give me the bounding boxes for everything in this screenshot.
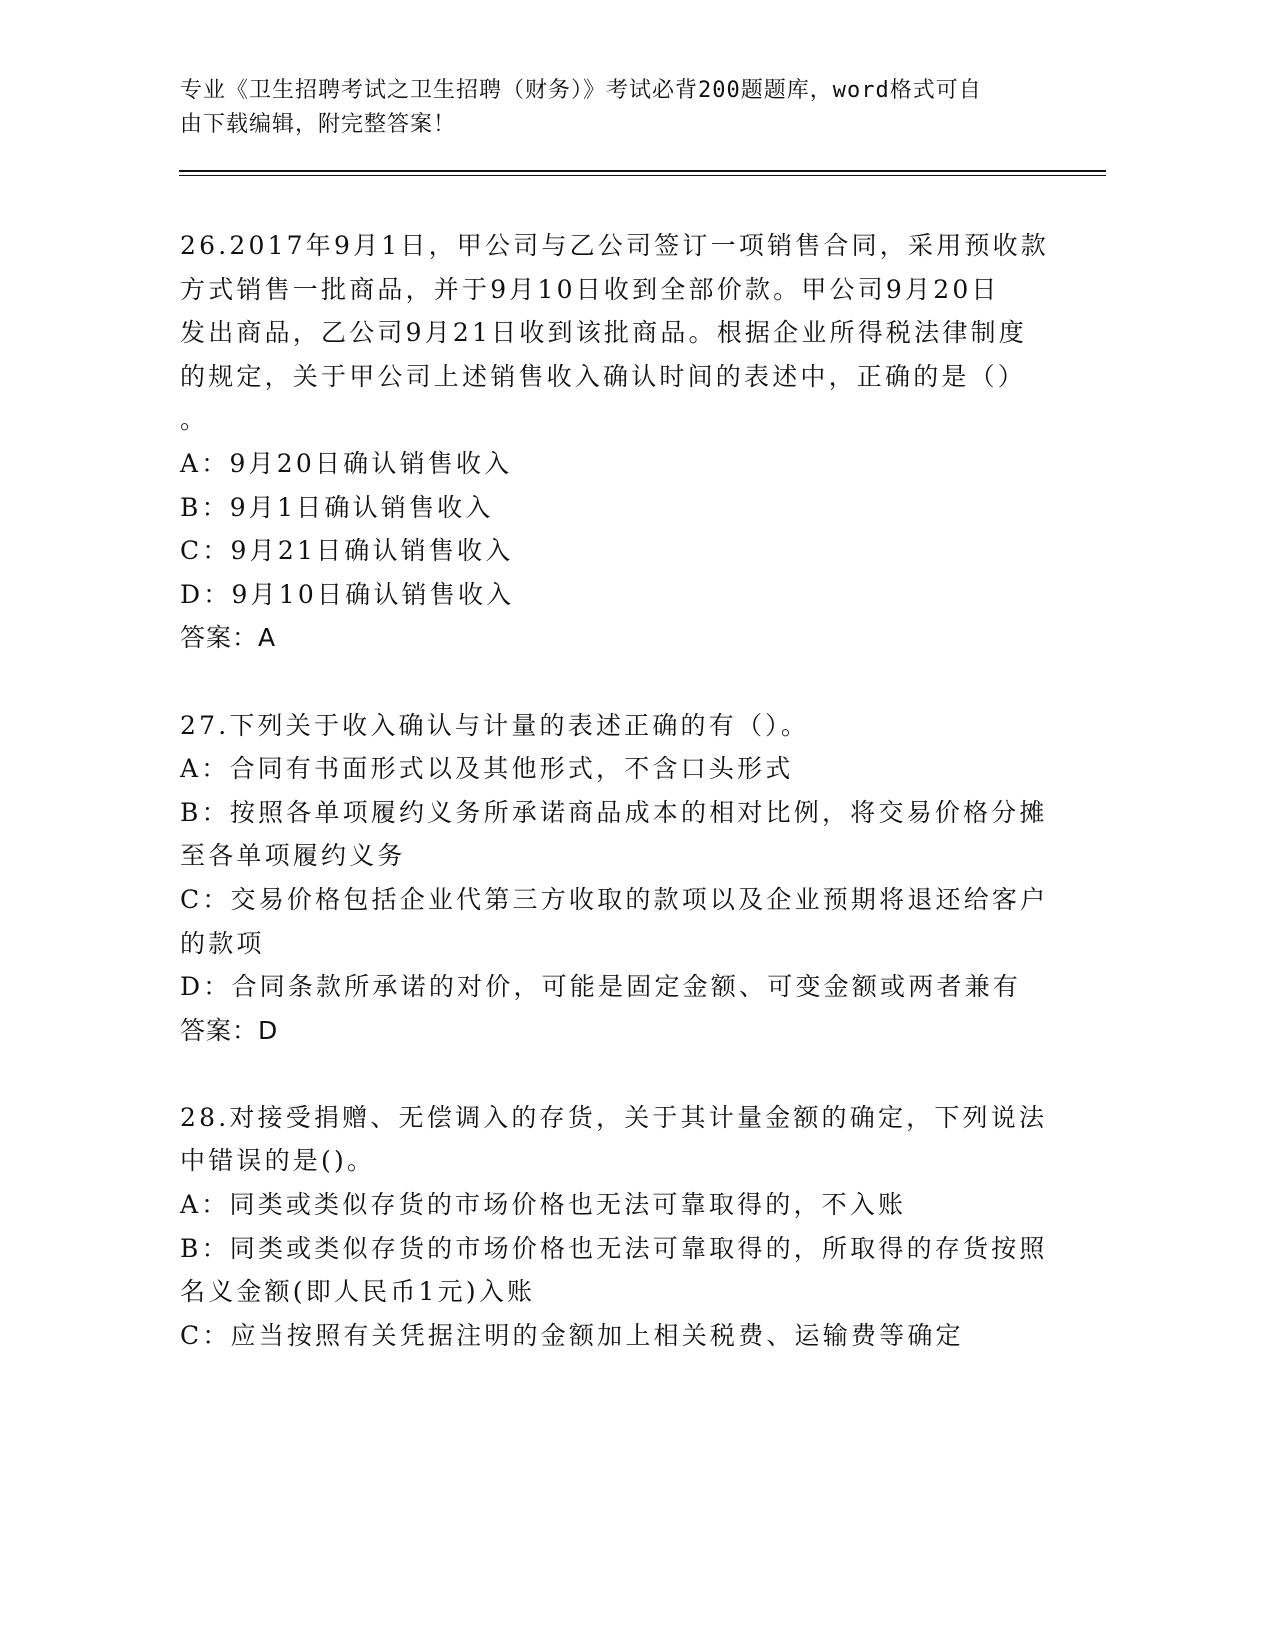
option-b: B：按照各单项履约义务所承诺商品成本的相对比例，将交易价格分摊: [180, 797, 1048, 827]
option-c: C：交易价格包括企业代第三方收取的款项以及企业预期将退还给客户: [180, 884, 1049, 914]
option-a: A：合同有书面形式以及其他形式，不含口头形式: [180, 754, 794, 784]
question-stem-line: 28.对接受捐赠、无偿调入的存货，关于其计量金额的确定，下列说法: [180, 1102, 1048, 1132]
answer-line: 答案：D: [180, 1015, 279, 1045]
question-list: [180, 224, 1049, 1357]
option-b: B：同类或类似存货的市场价格也无法可靠取得的，所取得的存货按照: [180, 1233, 1048, 1263]
option-a: A：同类或类似存货的市场价格也无法可靠取得的，不入账: [180, 1190, 907, 1220]
option-b: B：9月1日确认销售收入: [180, 492, 494, 522]
option-d: D：9月10日确认销售收入: [180, 579, 515, 609]
document-header: [180, 74, 1040, 142]
answer-line: 答案：A: [180, 623, 277, 653]
option-c: C：9月21日确认销售收入: [180, 536, 514, 566]
question-26: [180, 224, 1049, 660]
question-stem-line: 的规定，关于甲公司上述销售收入确认时间的表述中，正确的是（）: [180, 361, 1027, 391]
option-c: C：应当按照有关凭据注明的金额加上相关税费、运输费等确定: [180, 1320, 964, 1350]
question-27: [180, 704, 1049, 1053]
question-stem-line: 26.2017年9月1日，甲公司与乙公司签订一项销售合同，采用预收款: [180, 231, 1049, 260]
question-stem-line: 。: [180, 405, 209, 435]
question-stem-line: 方式销售一批商品，并于9月10日收到全部价款。甲公司9月20日: [180, 274, 1000, 304]
header-divider-thin: [179, 175, 1106, 176]
question-stem-line: 27.下列关于收入确认与计量的表述正确的有（）。: [180, 710, 810, 740]
header-line: 由下载编辑，附完整答案！: [180, 112, 457, 137]
question-stem-line: 发出商品，乙公司9月21日收到该批商品。根据企业所得税法律制度: [180, 318, 1027, 348]
option-c-continued: 的款项: [180, 928, 265, 958]
header-divider: [179, 170, 1106, 172]
option-a: A：9月20日确认销售收入: [180, 448, 513, 478]
option-b-continued: 至各单项履约义务: [180, 841, 406, 871]
header-line: 专业《卫生招聘考试之卫生招聘（财务）》考试必背200题题库，word格式可自: [180, 78, 982, 103]
option-b-continued: 名义金额(即人民币1元)入账: [180, 1277, 536, 1307]
question-stem-line: 中错误的是()。: [180, 1146, 376, 1176]
question-28: [180, 1096, 1048, 1358]
option-d: D：合同条款所承诺的对价，可能是固定金额、可变金额或两者兼有: [180, 972, 1022, 1002]
